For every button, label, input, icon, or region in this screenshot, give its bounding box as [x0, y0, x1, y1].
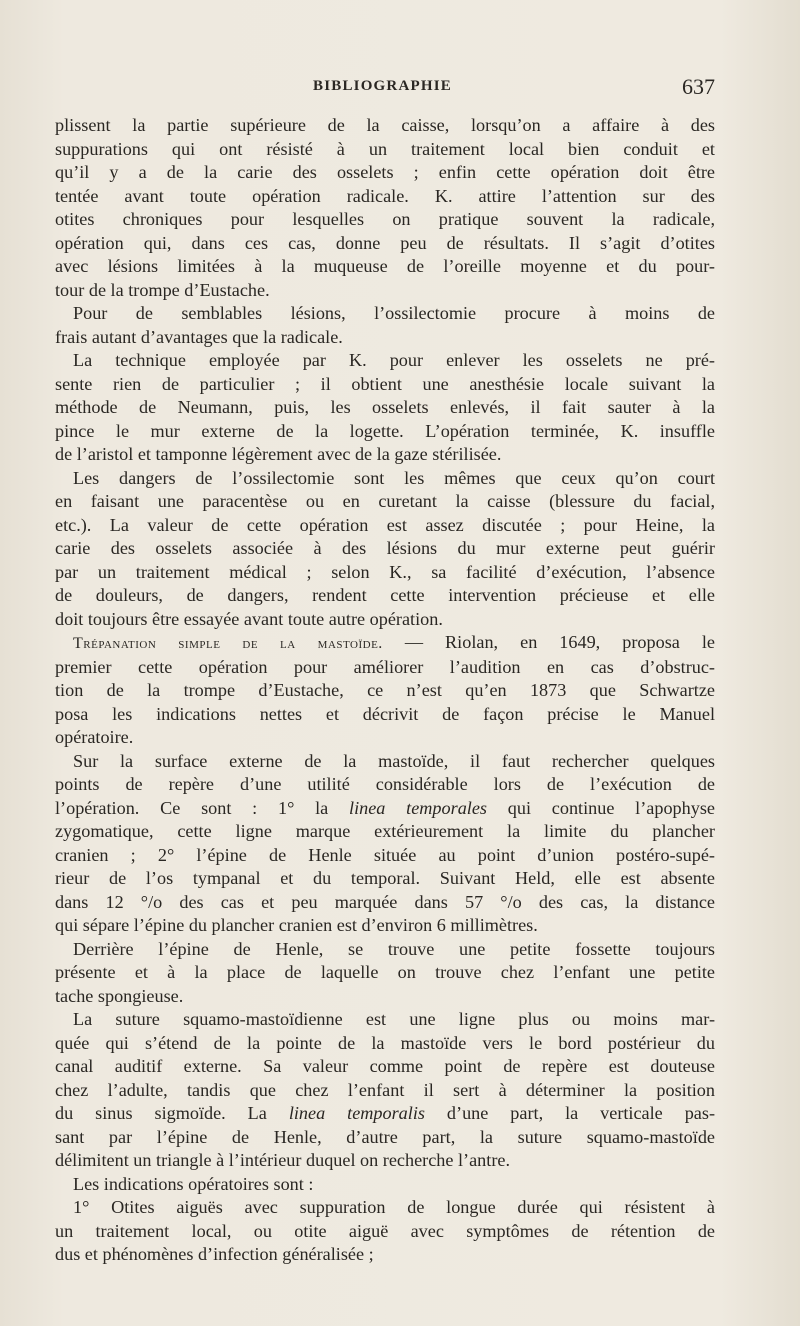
line-text: etc.). La valeur de cette opération est assez discutée ; pour Heine, la [55, 514, 715, 535]
text-line [55, 537, 715, 561]
text-line [55, 820, 715, 844]
line-text: de douleurs, de dangers, rendent cette intervention précieuse et elle [55, 585, 715, 605]
text-line [55, 326, 715, 350]
text-line [55, 514, 715, 538]
text-line [55, 1079, 715, 1103]
line-text: dus et phénomènes d’infection généralisée ; [55, 1244, 374, 1264]
text-line [55, 891, 715, 915]
running-title: BIBLIOGRAPHIE [313, 78, 452, 94]
text-line [55, 1243, 715, 1267]
section-heading: Trépanation simple de la mastoïde. [73, 635, 383, 652]
body-text [55, 114, 715, 1267]
line-text: chez l’adulte, tandis que chez l’enfant il sert à déterminer la position [55, 1079, 715, 1100]
line-text: dans 12 °/o des cas et peu marquée dans 57 °/o des cas, la distance [55, 891, 715, 912]
line-text: pince le mur externe de la logette. L’opération terminée, K. insuffle [55, 420, 715, 441]
text-line [55, 490, 715, 514]
line-text: présente et à la place de laquelle on trouve chez l’enfant une petite [55, 962, 715, 982]
text-line [55, 396, 715, 420]
line-text: sente rien de particulier ; il obtient une anesthésie locale suivant la [55, 373, 715, 394]
line-text: posa les indications nettes et décrivit de façon précise le Manuel [55, 703, 715, 724]
text-line [55, 1102, 715, 1126]
text-line [55, 679, 715, 703]
line-text: Pour de semblables lésions, l’ossilectomie procure à moins de [73, 303, 715, 323]
line-text-after: d’une part, la verticale pas- [424, 1103, 716, 1123]
text-line [55, 844, 715, 868]
text-line [55, 1220, 715, 1244]
line-text: carie des osselets associée à des lésions du mur externe peut guérir [55, 538, 715, 558]
text-line [55, 1196, 715, 1220]
line-text: de l’aristol et tamponne légèrement avec de la gaze stérilisée. [55, 444, 502, 464]
line-text: — Riolan, en 1649, proposa le [382, 632, 715, 652]
text-line [55, 232, 715, 256]
text-line [55, 750, 715, 774]
text-line [55, 185, 715, 209]
line-text: frais autant d’avantages que la radicale. [55, 326, 343, 347]
line-text: opératoire. [55, 727, 134, 747]
text-line [55, 161, 715, 185]
text-line [55, 914, 715, 938]
line-text: qu’il y a de la carie des osselets ; enfin cette opération doit être [55, 162, 715, 182]
text-line [55, 797, 715, 821]
line-text: avec lésions limitées à la muqueuse de l’oreille moyenne et du pour- [55, 256, 715, 276]
text-line [55, 349, 715, 373]
line-text: otites chroniques pour lesquelles on pratique souvent la radicale, [55, 209, 715, 229]
text-line [55, 373, 715, 397]
line-text: tion de la trompe d’Eustache, ce n’est qu’en 1873 que Schwartze [55, 680, 715, 700]
text-line [55, 1149, 715, 1173]
line-text: en faisant une paracentèse ou en curetant la caisse (blessure du facial, [55, 491, 715, 511]
text-line [55, 961, 715, 985]
line-text: tentée avant toute opération radicale. K. attire l’attention sur des [55, 185, 715, 206]
text-line [55, 302, 715, 326]
text-line [55, 938, 715, 962]
line-text: l’opération. Ce sont : 1° la [55, 797, 350, 818]
line-text: La technique employée par K. pour enlever les osselets ne pré- [73, 350, 715, 370]
line-text: premier cette opération pour améliorer l’audition en cas d’obstruc- [55, 656, 715, 677]
text-line [55, 867, 715, 891]
text-line [55, 656, 715, 680]
line-text: délimitent un triangle à l’intérieur duquel on recherche l’antre. [55, 1150, 510, 1170]
line-text: méthode de Neumann, puis, les osselets enlevés, il fait sauter à la [55, 397, 715, 417]
text-line [55, 608, 715, 632]
page-number: 637 [682, 74, 715, 99]
line-text: canal auditif externe. Sa valeur comme point de repère est douteuse [55, 1056, 715, 1076]
text-line [55, 114, 715, 138]
italic-term: linea temporalis [288, 1103, 425, 1123]
line-text: opération qui, dans ces cas, donne peu de résultats. Il s’agit d’otites [55, 232, 715, 253]
line-text: La suture squamo-mastoïdienne est une ligne plus ou moins mar- [73, 1009, 715, 1029]
text-line [55, 726, 715, 750]
line-text: tache spongieuse. [55, 985, 184, 1006]
line-text: suppurations qui ont résisté à un traitement local bien conduit et [55, 138, 715, 159]
line-text: doit toujours être essayée avant toute autre opération. [55, 608, 443, 629]
text-line [55, 1032, 715, 1056]
text-line [55, 279, 715, 303]
line-text: points de repère d’une utilité considérable lors de l’exécution de [55, 774, 715, 794]
text-line [55, 773, 715, 797]
text-line [55, 443, 715, 467]
italic-term: linea temporales [349, 797, 487, 818]
line-text: sant par l’épine de Henle, d’autre part, la suture squamo-mastoïde [55, 1126, 715, 1147]
line-text: qui sépare l’épine du plancher cranien est d’environ 6 millimètres. [55, 915, 538, 935]
text-line [55, 138, 715, 162]
line-text: par un traitement médical ; selon K., sa facilité d’exécution, l’absence [55, 561, 715, 582]
line-text: tour de la trompe d’Eustache. [55, 279, 270, 300]
line-text-after: qui continue l’apophyse [487, 797, 715, 818]
line-text: Les indications opératoires sont : [73, 1173, 314, 1194]
line-text: du sinus sigmoïde. La [55, 1103, 289, 1123]
text-line [55, 985, 715, 1009]
text-line [55, 561, 715, 585]
text-line [55, 208, 715, 232]
line-text: rieur de l’os tympanal et du temporal. Suivant Held, elle est absente [55, 868, 715, 888]
text-line [55, 467, 715, 491]
text-line [55, 420, 715, 444]
line-text: Derrière l’épine de Henle, se trouve une petite fossette toujours [73, 938, 715, 959]
line-text: 1° Otites aiguës avec suppuration de longue durée qui résistent à [73, 1197, 715, 1217]
text-line [55, 584, 715, 608]
line-text: Sur la surface externe de la mastoïde, il faut rechercher quelques [73, 750, 715, 771]
line-text: zygomatique, cette ligne marque extérieurement la limite du plancher [55, 821, 715, 841]
text-line [55, 631, 715, 656]
text-line [55, 1008, 715, 1032]
text-line [55, 255, 715, 279]
line-text: cranien ; 2° l’épine de Henle située au point d’union postéro-supé- [55, 844, 715, 865]
text-line [55, 703, 715, 727]
text-line [55, 1055, 715, 1079]
running-head [55, 74, 715, 104]
line-text: un traitement local, ou otite aiguë avec symptômes de rétention de [55, 1220, 715, 1241]
text-line [55, 1173, 715, 1197]
line-text: Les dangers de l’ossilectomie sont les mêmes que ceux qu’on court [73, 467, 715, 488]
text-line [55, 1126, 715, 1150]
line-text: quée qui s’étend de la pointe de la mastoïde vers le bord postérieur du [55, 1032, 715, 1053]
line-text: plissent la partie supérieure de la caisse, lorsqu’on a affaire à des [55, 115, 715, 135]
